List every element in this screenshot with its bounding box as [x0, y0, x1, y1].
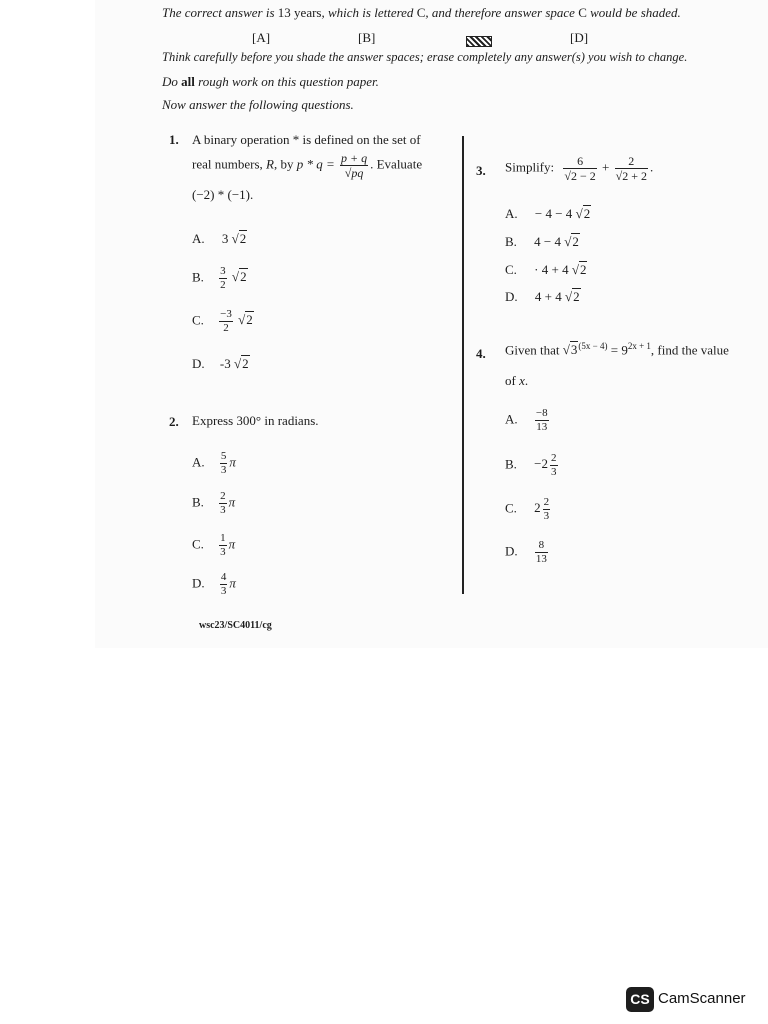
q2-option-c[interactable]: C. $\frac{1}{3}$ π — [192, 532, 236, 558]
q1-option-c[interactable]: C. $\frac{-3}{2}$ √2 — [192, 308, 253, 334]
q2-option-d[interactable]: D. $\frac{4}{3}$ π — [192, 571, 236, 597]
q2-text: Express 300° in radians. — [192, 413, 319, 428]
q4-line2: of x. — [505, 373, 529, 388]
instruction-shade: Think carefully before you shade the answer spaces; erase completely any answer(s) you wish to change. — [162, 50, 688, 64]
answer-space-c-shaded — [466, 32, 492, 50]
q3-option-c[interactable]: C. · 4 + 4 √2 — [505, 262, 587, 277]
q4-text: Given that $√3^{(5x - 4)} = 9^{2x + 1}$, find the value — [505, 341, 729, 358]
q2-option-b[interactable]: B. $\frac{2}{3}$ π — [192, 490, 236, 516]
instruction-answer: Now answer the following questions. — [162, 97, 354, 112]
q1-line2: real numbers, R, by p * q = $\frac{p + q}{√pq}$ . Evaluate — [192, 151, 423, 180]
q3-option-a[interactable]: A. − 4 − 4 √2 — [505, 206, 591, 221]
q4-number: 4. — [476, 346, 486, 361]
q1-line3: (−2) * (−1). — [192, 187, 254, 202]
answer-space-b: [B] — [358, 30, 376, 45]
q1-line1: A binary operation * is defined on the set of — [192, 132, 421, 147]
answer-space-d: [D] — [570, 30, 589, 45]
q1-option-d[interactable]: D. -3 √2 — [192, 356, 249, 371]
q2-number: 2. — [169, 414, 179, 429]
q4-option-a[interactable]: A. $\frac{-8}{13}$ — [505, 407, 548, 433]
q4-option-c[interactable]: C. 2 $\frac{2}{3}$ — [505, 496, 550, 522]
camscanner-logo-icon: CS — [626, 987, 654, 1012]
q3-text: Simplify: $\frac{6}{√2 - 2}$ + $\frac{2}{√2 + 2}$ . — [505, 154, 654, 183]
camscanner-label: CamScanner — [658, 990, 746, 1007]
q2-option-a[interactable]: A. $\frac{5}{3}$ π — [192, 450, 236, 476]
q3-option-b[interactable]: B. 4 − 4 √2 — [505, 234, 579, 249]
q4-option-d[interactable]: D. $\frac{8}{13}$ — [505, 539, 547, 565]
q1-option-a[interactable]: A. 3 √2 — [192, 231, 247, 246]
q3-option-d[interactable]: D. 4 + 4 √2 — [505, 289, 580, 304]
column-divider — [462, 136, 464, 594]
q1-number: 1. — [169, 132, 179, 147]
instruction-rough-work: Do all rough work on this question paper. — [162, 74, 379, 89]
footer-code: wsc23/SC4011/cg — [199, 620, 272, 631]
q3-number: 3. — [476, 163, 486, 178]
q4-option-b[interactable]: B. −2 $\frac{2}{3}$ — [505, 452, 557, 478]
instruction-example: The correct answer is 13 years, which is lettered C, and therefore answer space C would be shaded. — [162, 5, 681, 20]
q1-option-b[interactable]: B. $\frac{3}{2}$ √2 — [192, 265, 247, 291]
answer-space-a: [A] — [252, 30, 271, 45]
